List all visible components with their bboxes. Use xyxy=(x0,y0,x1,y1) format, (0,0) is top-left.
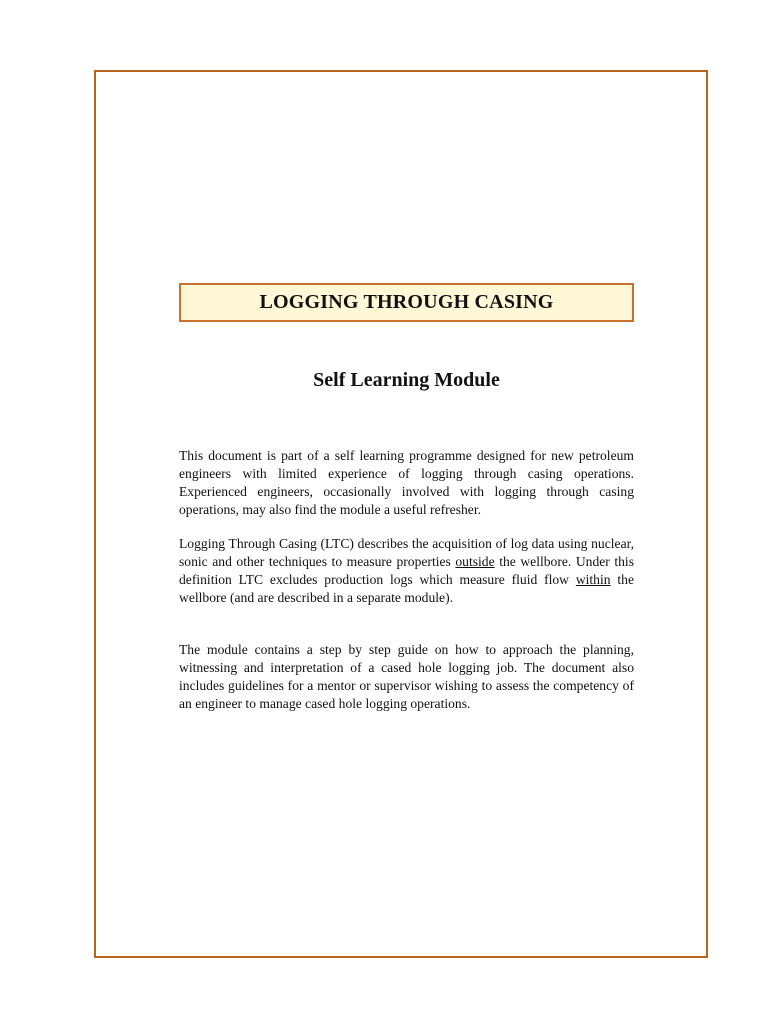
document-title: LOGGING THROUGH CASING xyxy=(259,291,554,313)
underlined-outside: outside xyxy=(455,554,495,569)
definition-text-2: the wellbore. Under this definition LTC excludes production logs which measure fluid flow xyxy=(179,554,634,587)
document-subtitle: Self Learning Module xyxy=(313,369,500,391)
definition-paragraph xyxy=(179,535,634,607)
underlined-within: within xyxy=(575,572,611,587)
contents-paragraph: The module contains a step by step guide on how to approach the planning, witnessing and interpretation of a cased hole logging job. The document also includes guidelines for a mentor or supervisor wishing to assess the competency of an engineer to manage cased hole logging operations. xyxy=(179,642,634,711)
definition-text-1: Logging Through Casing (LTC) describes the acquisition of log data using nuclear, sonic and other techniques to measure properties xyxy=(179,536,634,569)
document-title-box xyxy=(179,283,634,322)
intro-paragraph: This document is part of a self learning programme designed for new petroleum engineers with limited experience of logging through casing operations. Experienced engineers, occasionally involved with logging through casing operations, may also find the module a useful refresher. xyxy=(179,448,634,517)
definition-text-3: the wellbore (and are described in a separate module). xyxy=(179,572,634,605)
